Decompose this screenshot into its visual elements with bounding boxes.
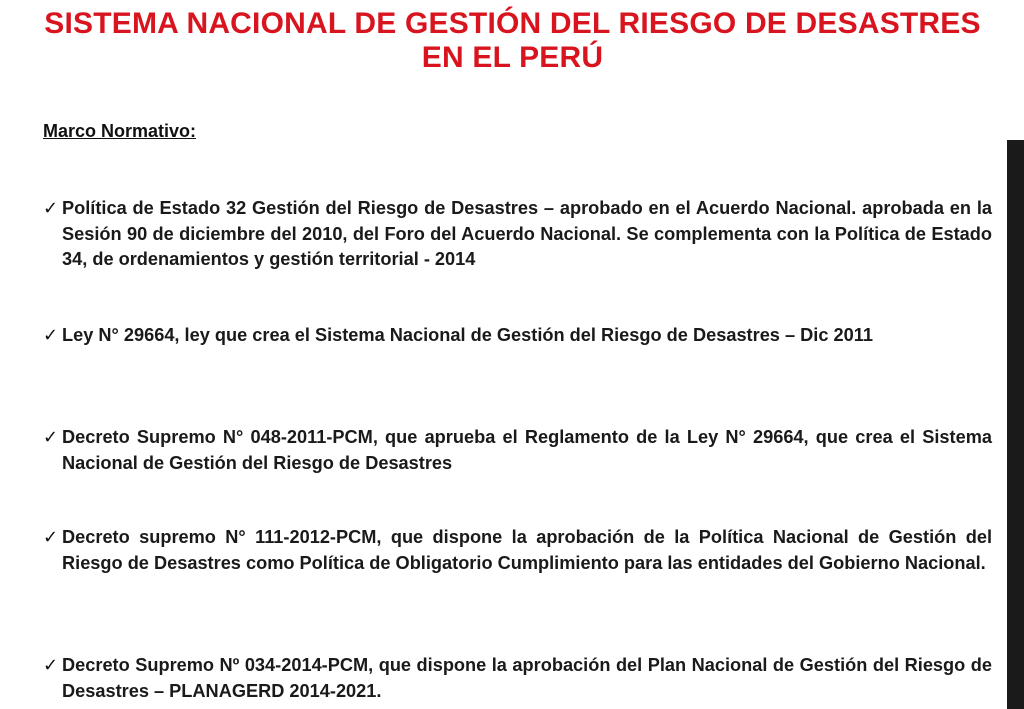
list-item-text: Decreto Supremo N° 048-2011-PCM, que aprueba el Reglamento de la Ley N° 29664, que crea el Sistema Nacional de Gestión del Riesgo de Desastres xyxy=(62,427,992,473)
checkmark-icon: ✓ xyxy=(43,325,59,346)
sidebar-accent-top xyxy=(1007,0,1024,140)
list-item xyxy=(43,196,992,273)
list-item-text: Política de Estado 32 Gestión del Riesgo de Desastres – aprobado en el Acuerdo Nacional. aprobada en la Sesión 90 de diciembre del 2010, del Foro del Acuerdo Nacional. Se complementa con la Política de Estado 34, de ordenamientos y gestión territorial - 2014 xyxy=(62,198,992,269)
list-item-text: Decreto Supremo Nº 034-2014-PCM, que dispone la aprobación del Plan Nacional de Gestión del Riesgo de Desastres – PLANAGERD 2014-2021. xyxy=(62,655,992,701)
list-item xyxy=(43,323,992,349)
checkmark-icon: ✓ xyxy=(43,198,59,219)
checkmark-icon: ✓ xyxy=(43,427,59,448)
list-item xyxy=(43,425,992,476)
list-item-text: Ley N° 29664, ley que crea el Sistema Nacional de Gestión del Riesgo de Desastres – Dic 2011 xyxy=(62,325,873,345)
page-title: SISTEMA NACIONAL DE GESTIÓN DEL RIESGO DE DESASTRES EN EL PERÚ xyxy=(44,7,981,74)
list-item xyxy=(43,525,992,576)
sidebar-accent-bar xyxy=(1007,140,1024,709)
checkmark-icon: ✓ xyxy=(43,655,59,676)
list-item-text: Decreto supremo N° 111-2012-PCM, que dispone la aprobación de la Política Nacional de Gestión del Riesgo de Desastres como Política de Obligatorio Cumplimiento para las entidades del Gobierno Nacional. xyxy=(62,527,992,573)
checkmark-icon: ✓ xyxy=(43,527,59,548)
section-heading: Marco Normativo: xyxy=(43,121,197,141)
list-item xyxy=(43,653,992,704)
